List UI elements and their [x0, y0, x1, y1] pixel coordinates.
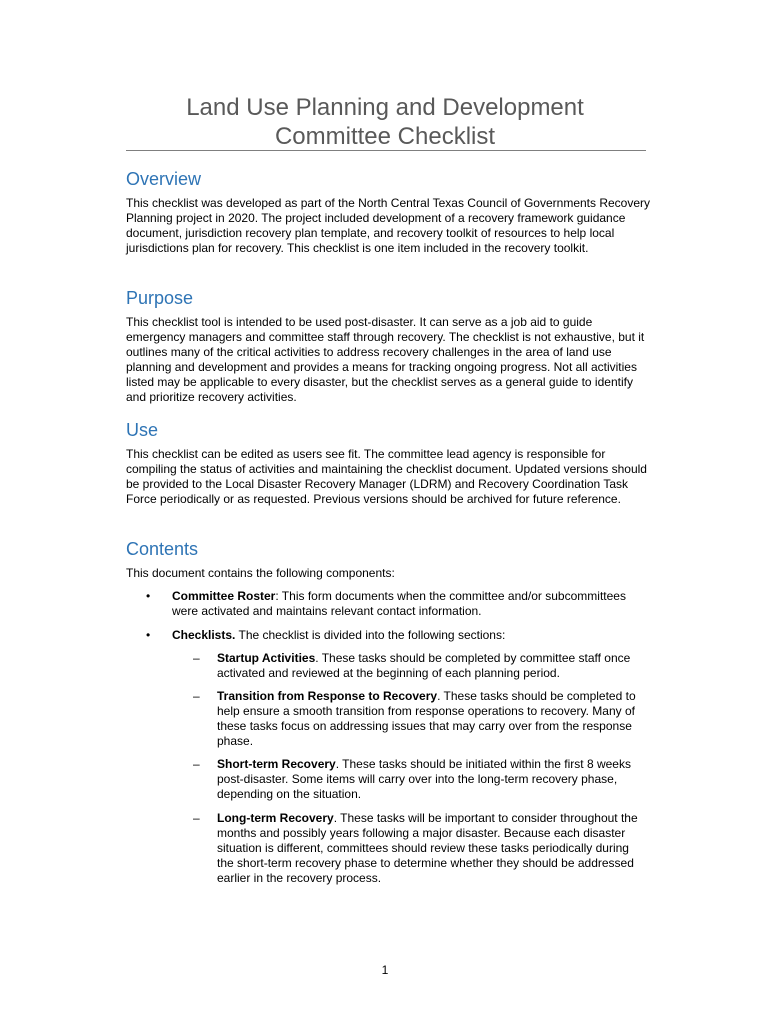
subitem-text: . These tasks should be completed to help ensure a smooth transition from response operations to recovery. Many of these tasks focus on addressing issues that may carry over from the response phase.	[217, 689, 636, 748]
list-item-checklists	[172, 628, 647, 643]
subitem-bold: Startup Activities	[217, 651, 316, 665]
title-divider	[126, 150, 646, 151]
subitem-bold: Long-term Recovery	[217, 811, 334, 825]
list-item-bold: Checklists.	[172, 628, 236, 642]
dash-marker: –	[193, 651, 200, 665]
subitem-startup-activities	[217, 651, 647, 681]
title-line-2: Committee Checklist	[274, 123, 496, 150]
overview-heading: Overview	[126, 169, 202, 189]
subitem-long-term-recovery	[217, 811, 647, 886]
use-paragraph: This checklist can be edited as users see fit. The committee lead agency is responsible for compiling the status of activities and maintaining the checklist document. Updated versions should be provided to the Local Disaster Recovery Manager (LDRM) and Recovery Coordination Task Force periodically or as requested. Previous versions should be archived for future reference.	[126, 447, 647, 506]
subitem-text: . These tasks should be initiated within the first 8 weeks post-disaster. Some items will carry over into the long-term recovery phase, depending on the situation.	[217, 757, 631, 801]
list-item-committee-roster	[172, 589, 647, 619]
list-item-text: : This form documents when the committee and/or subcommittees were activated and maintains relevant contact information.	[172, 589, 626, 618]
overview-paragraph: This checklist was developed as part of the North Central Texas Council of Governments Recovery Planning project in 2020. The project included development of a recovery framework guidance document, jurisdiction recovery plan template, and recovery toolkit of resources to help local jurisdictions plan for recovery. This checklist is one item included in the recovery toolkit.	[126, 196, 651, 255]
dash-marker: –	[193, 757, 200, 771]
bullet-marker: •	[146, 628, 151, 642]
page-title	[126, 93, 644, 151]
list-item-text: The checklist is divided into the following sections:	[235, 628, 506, 642]
page-number: 1	[381, 963, 389, 977]
dash-marker: –	[193, 689, 200, 703]
contents-intro: This document contains the following components:	[126, 566, 395, 580]
subitem-transition	[217, 689, 647, 749]
dash-marker: –	[193, 811, 200, 825]
use-heading: Use	[126, 420, 159, 440]
purpose-heading: Purpose	[126, 288, 194, 308]
contents-heading: Contents	[126, 539, 199, 559]
subitem-bold: Short-term Recovery	[217, 757, 336, 771]
subitem-bold: Transition from Response to Recovery	[217, 689, 438, 703]
list-item-bold: Committee Roster	[172, 589, 276, 603]
title-line-1: Land Use Planning and Development	[186, 94, 584, 121]
purpose-paragraph: This checklist tool is intended to be used post-disaster. It can serve as a job aid to guide emergency managers and committee staff through recovery. The checklist is not exhaustive, but it outlines many of the critical activities to address recovery challenges in the area of land use planning and development and provides a means for tracking ongoing progress. Not all activities listed may be applicable to every disaster, but the checklist serves as a general guide to identify and prioritize recovery activities.	[126, 315, 645, 404]
subitem-text: . These tasks will be important to consider throughout the months and possibly years following a major disaster. Because each disaster situation is different, committees should review these tasks periodically during the short-term recovery phase to determine whether they should be addressed earlier in the recovery process.	[217, 811, 638, 885]
subitem-short-term-recovery	[217, 757, 647, 802]
subitem-text: . These tasks should be completed by committee staff once activated and reviewed at the beginning of each planning period.	[217, 651, 631, 680]
bullet-marker: •	[146, 589, 151, 603]
